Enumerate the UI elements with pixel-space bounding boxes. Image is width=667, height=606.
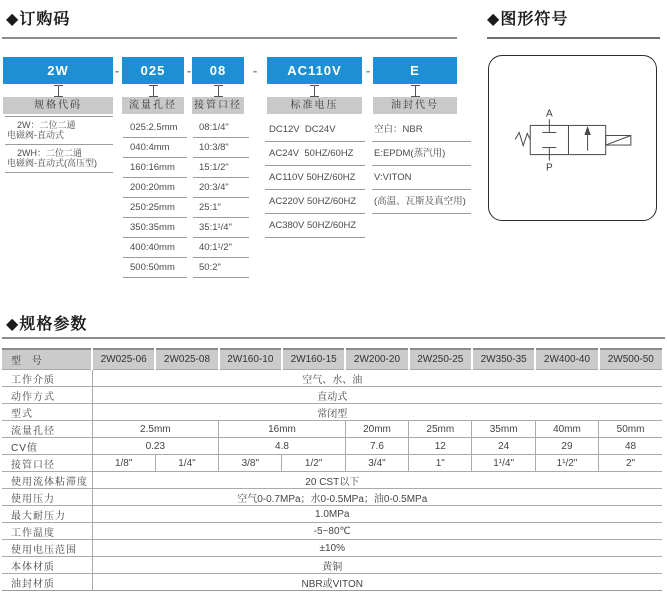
spec-code-option-list (5, 116, 113, 173)
dash-separator: - (365, 63, 371, 78)
model-header-cell: 2W400-40 (535, 349, 598, 370)
spec-row (2, 506, 662, 523)
code-segment-label: 油封代号 (373, 97, 457, 114)
spec-value-cell: 3/4" (345, 455, 408, 472)
code-box-segment: AC110V (267, 57, 362, 84)
spec-row (2, 540, 662, 557)
spec-row (2, 387, 662, 404)
model-header-cell: 2W160-15 (282, 349, 345, 370)
specs-section-title (6, 311, 87, 334)
symbol-section-title (487, 6, 568, 29)
spec-row-label: 型式 (2, 404, 92, 421)
spec-value-cell: 20 CST以下 (92, 472, 662, 489)
spec-value-cell: ±10% (92, 540, 662, 557)
spec-value-cell: 1.0MPa (92, 506, 662, 523)
spec-value-cell: 29 (535, 438, 598, 455)
symbol-divider-line (487, 37, 660, 39)
code-box-segment: E (373, 57, 457, 84)
spec-value-cell: 50mm (599, 421, 662, 438)
spec-value-cell: 黄铜 (92, 557, 662, 574)
spec-value-cell: 1¹/4" (472, 455, 535, 472)
option-item: V:VITON (372, 166, 471, 190)
option-item: 10:3/8" (193, 138, 249, 158)
model-header-cell: 2W200-20 (345, 349, 408, 370)
option-item: 250:25mm (123, 198, 187, 218)
spec-row-label: 动作方式 (2, 387, 92, 404)
spec-row (2, 472, 662, 489)
spec-row-label: 工作温度 (2, 523, 92, 540)
code-segment-label: 规格代码 (3, 97, 113, 114)
model-header-label: 型 号 (2, 349, 92, 370)
ordering-divider-line (2, 37, 457, 39)
dash-separator: - (114, 63, 120, 78)
spec-value-cell: 常闭型 (92, 404, 662, 421)
option-item: 160:16mm (123, 158, 187, 178)
spec-value-cell: 12 (409, 438, 472, 455)
spec-row-label: 流量孔径 (2, 421, 92, 438)
spec-row-label: 油封材质 (2, 574, 92, 591)
diamond-icon: ◆ (6, 11, 20, 28)
spec-value-cell: 空气、水、油 (92, 370, 662, 387)
spec-row-label: 工作介质 (2, 370, 92, 387)
spec-row-label: 使用电压范围 (2, 540, 92, 557)
spec-value-cell: 1" (409, 455, 472, 472)
spec-row-label: 使用压力 (2, 489, 92, 506)
code-box-segment: 2W (3, 57, 113, 84)
flow-arrow-head (585, 127, 590, 134)
spec-row (2, 404, 662, 421)
spec-row (2, 489, 662, 506)
option-item: 200:20mm (123, 178, 187, 198)
spec-value-cell: 3/8" (219, 455, 282, 472)
spec-value-cell: 20mm (345, 421, 408, 438)
spec-value-cell: 1/2" (282, 455, 345, 472)
spec-row (2, 523, 662, 540)
connector-stem (310, 85, 319, 97)
model-header-cell: 2W025-08 (155, 349, 218, 370)
spec-value-cell: 16mm (219, 421, 346, 438)
specs-title-text: 规格参数 (19, 316, 88, 333)
dash-separator: - (186, 63, 192, 78)
diamond-icon: ◆ (487, 11, 501, 28)
option-item: 040:4mm (123, 138, 187, 158)
model-header-cell: 2W350-35 (472, 349, 535, 370)
seal-option-list (372, 118, 471, 214)
option-item: E:EPDM(蒸汽用) (372, 142, 471, 166)
spec-value-cell: 7.6 (345, 438, 408, 455)
option-item (5, 117, 113, 145)
spec-value-cell: 2" (599, 455, 662, 472)
orifice-option-list (123, 118, 187, 278)
spec-row-label: 使用流体粘滞度 (2, 472, 92, 489)
specs-divider-line (2, 337, 665, 339)
connector-stem (411, 85, 420, 97)
option-item (5, 145, 113, 173)
option-line2: 电磁阀-直动式 (7, 130, 64, 140)
port-size-option-list (193, 118, 249, 278)
option-item: AC24V 50HZ/60HZ (265, 142, 365, 166)
option-item: 08:1/4" (193, 118, 249, 138)
spec-parameters-table (2, 348, 662, 591)
option-line1: 2WH：二位二通 (17, 148, 82, 158)
spec-row-label: CV值 (2, 438, 92, 455)
port-p-label: P (546, 162, 553, 174)
dash-separator: - (252, 63, 258, 78)
option-item: 15:1/2" (193, 158, 249, 178)
valve-symbol-box (488, 55, 657, 221)
option-item: 25:1" (193, 198, 249, 218)
spec-row (2, 455, 662, 472)
solenoid-diagonal (606, 135, 631, 145)
option-item: AC220V 50HZ/60HZ (265, 190, 365, 214)
spec-row-label: 最大耐压力 (2, 506, 92, 523)
spec-row (2, 370, 662, 387)
port-a-label: A (546, 108, 553, 120)
model-header-cell: 2W025-06 (92, 349, 155, 370)
spec-row-label: 本体材质 (2, 557, 92, 574)
spec-value-cell: 48 (599, 438, 662, 455)
spec-value-cell: 1¹/2" (535, 455, 598, 472)
option-item: 400:40mm (123, 238, 187, 258)
connector-stem (54, 85, 63, 97)
code-box-segment: 025 (122, 57, 184, 84)
spec-value-cell: 2.5mm (92, 421, 219, 438)
code-box-segment: 08 (192, 57, 244, 84)
diamond-icon: ◆ (6, 316, 20, 333)
connector-stem (149, 85, 158, 97)
option-item: 20:3/4" (193, 178, 249, 198)
model-header-cell: 2W160-10 (219, 349, 282, 370)
spring-icon (515, 132, 530, 145)
option-item: 40:1¹/2" (193, 238, 249, 258)
spec-table-header-row (2, 349, 662, 370)
option-line2: 电磁阀-直动式(高压型) (7, 158, 97, 168)
model-header-cell: 2W250-25 (409, 349, 472, 370)
valve-schematic (489, 56, 656, 220)
option-line1: 2W：二位二通 (17, 120, 76, 130)
spec-row (2, 421, 662, 438)
option-item: DC12V DC24V (265, 118, 365, 142)
spec-value-cell: -5~80℃ (92, 523, 662, 540)
option-item: 空白：NBR (372, 118, 471, 142)
option-item: 35:1¹/4" (193, 218, 249, 238)
spec-value-cell: 1/4" (155, 455, 218, 472)
option-item: AC110V 50HZ/60HZ (265, 166, 365, 190)
spec-value-cell: 空气0-0.7MPa；水0-0.5MPa；油0-0.5MPa (92, 489, 662, 506)
option-item: AC380V 50HZ/60HZ (265, 214, 365, 238)
spec-row (2, 574, 662, 591)
code-segment-label: 流量孔径 (122, 97, 184, 114)
spec-value-cell: NBR或VITON (92, 574, 662, 591)
model-header-cell: 2W500-50 (599, 349, 662, 370)
option-item: 500:50mm (123, 258, 187, 278)
voltage-option-list (265, 118, 365, 238)
symbol-title-text: 图形符号 (500, 11, 569, 28)
spec-value-cell: 4.8 (219, 438, 346, 455)
spec-value-cell: 直动式 (92, 387, 662, 404)
spec-row (2, 438, 662, 455)
ordering-title-text: 订购码 (19, 11, 71, 28)
spec-value-cell: 35mm (472, 421, 535, 438)
spec-row-label: 接管口径 (2, 455, 92, 472)
spec-value-cell: 40mm (535, 421, 598, 438)
ordering-section-title (6, 6, 70, 29)
option-item: (高温、瓦斯及真空用) (372, 190, 471, 214)
spec-row (2, 557, 662, 574)
spec-value-cell: 0.23 (92, 438, 219, 455)
option-item: 50:2" (193, 258, 249, 278)
spec-value-cell: 24 (472, 438, 535, 455)
code-segment-label: 标准电压 (267, 97, 362, 114)
option-item: 350:35mm (123, 218, 187, 238)
spec-value-cell: 25mm (409, 421, 472, 438)
option-item: 025:2.5mm (123, 118, 187, 138)
spec-value-cell: 1/8" (92, 455, 155, 472)
code-segment-label: 接管口径 (192, 97, 244, 114)
connector-stem (214, 85, 223, 97)
